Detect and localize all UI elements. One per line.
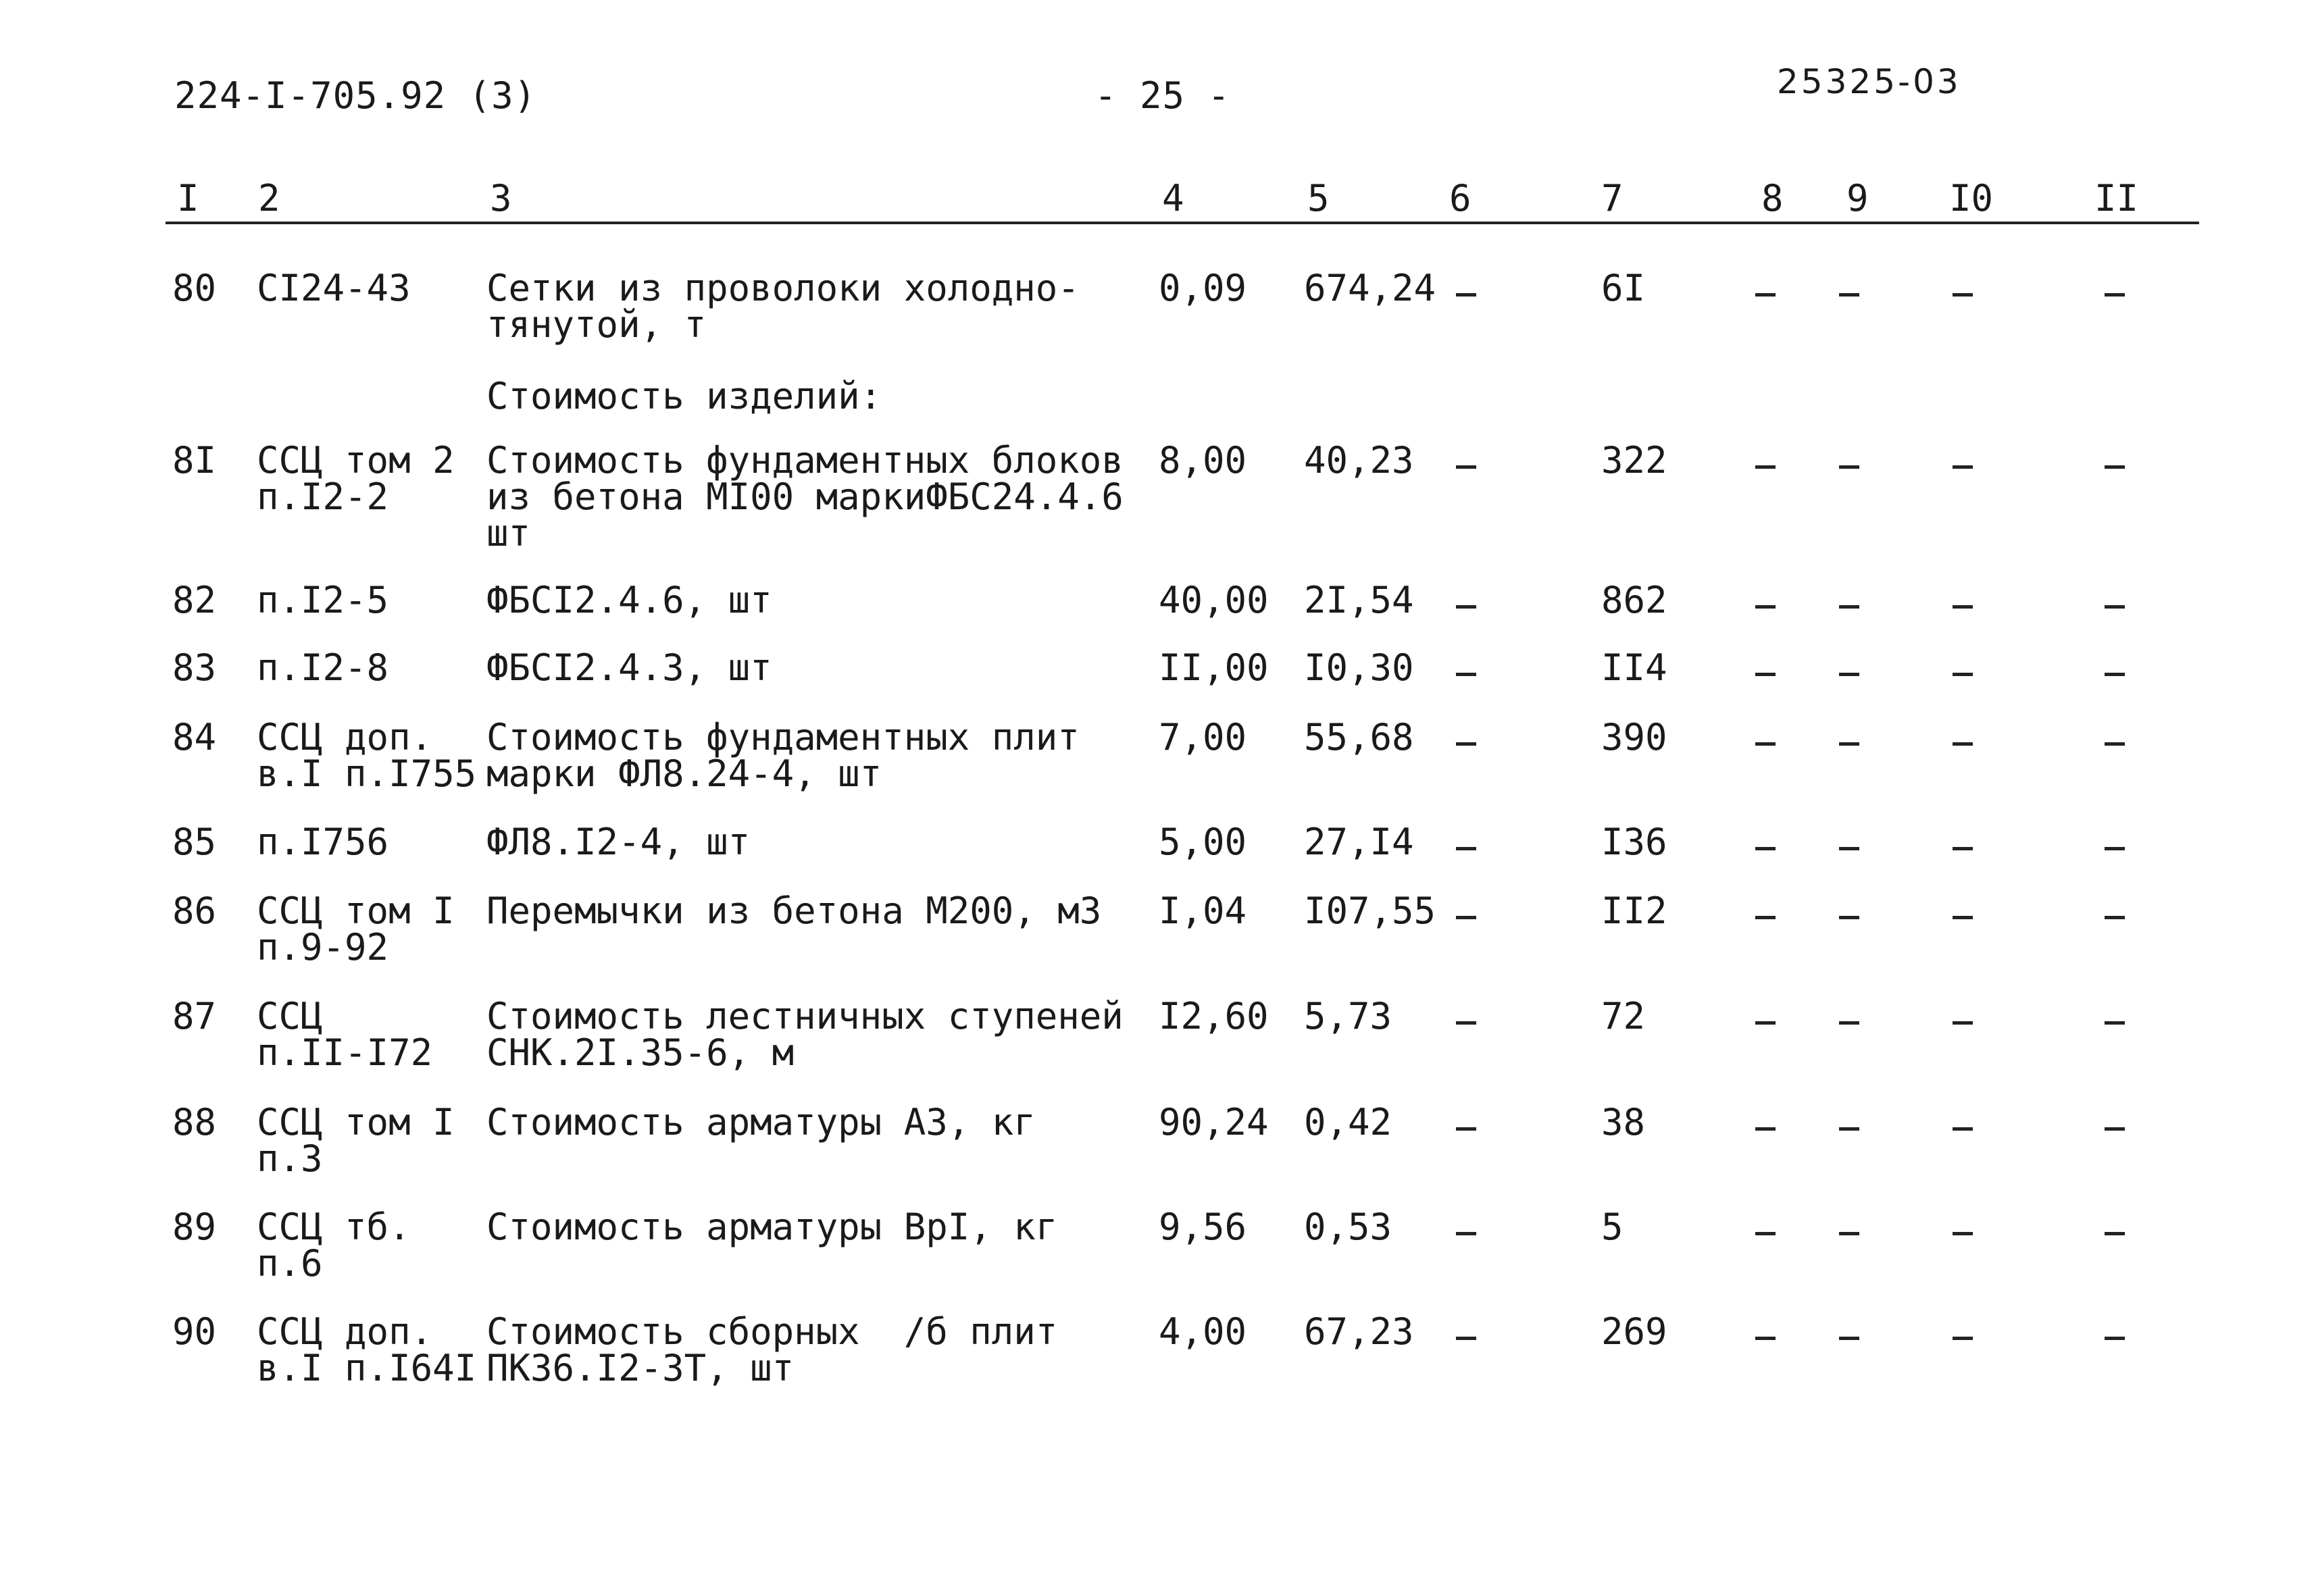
unit-price: 40,23 bbox=[1304, 439, 1414, 482]
row-number: 80 bbox=[172, 267, 217, 309]
item-description: Стоимость изделий: bbox=[486, 375, 882, 417]
empty-value-dash bbox=[1755, 293, 1776, 297]
item-description: ФБСI2.4.6, шт bbox=[486, 579, 772, 621]
quantity: 4,00 bbox=[1159, 1310, 1247, 1353]
total-cost: I36 bbox=[1601, 821, 1667, 863]
column-number-11: II bbox=[2094, 177, 2139, 220]
quantity: 5,00 bbox=[1159, 821, 1247, 863]
unit-price: I07,55 bbox=[1304, 890, 1436, 932]
column-numbers-header bbox=[0, 177, 2314, 224]
empty-value-dash bbox=[1839, 293, 1859, 297]
price-reference: ССЦ том I п.9-92 bbox=[257, 890, 455, 969]
empty-value-dash bbox=[1456, 1021, 1476, 1025]
empty-value-dash bbox=[2105, 605, 2125, 609]
row-number: 85 bbox=[172, 821, 217, 863]
empty-value-dash bbox=[1839, 847, 1859, 850]
empty-value-dash bbox=[1839, 673, 1859, 676]
empty-value-dash bbox=[2105, 1337, 2125, 1340]
unit-price: 674,24 bbox=[1304, 267, 1436, 309]
empty-value-dash bbox=[1456, 465, 1476, 469]
empty-value-dash bbox=[2105, 673, 2125, 676]
header-underline bbox=[166, 222, 2199, 224]
price-reference: ССЦ п.II-I72 bbox=[257, 995, 433, 1074]
row-number: 86 bbox=[172, 890, 217, 932]
price-reference: ССЦ доп. в.I п.I755 bbox=[257, 716, 477, 795]
unit-price: 0,42 bbox=[1304, 1101, 1392, 1143]
empty-value-dash bbox=[1456, 847, 1476, 850]
empty-value-dash bbox=[1755, 1127, 1776, 1131]
empty-value-dash bbox=[1839, 1127, 1859, 1131]
item-description: Стоимость арматуры A3, кг bbox=[486, 1101, 1036, 1143]
empty-value-dash bbox=[2105, 293, 2125, 297]
column-number-4: 4 bbox=[1162, 177, 1184, 220]
total-cost: II4 bbox=[1601, 646, 1667, 689]
empty-value-dash bbox=[1755, 1337, 1776, 1340]
row-number: 88 bbox=[172, 1101, 217, 1143]
total-cost: 38 bbox=[1601, 1101, 1646, 1143]
total-cost: 269 bbox=[1601, 1310, 1667, 1353]
unit-price: 27,I4 bbox=[1304, 821, 1414, 863]
price-reference: ССЦ том I п.3 bbox=[257, 1101, 455, 1180]
row-number: 84 bbox=[172, 716, 217, 758]
unit-price: I0,30 bbox=[1304, 646, 1414, 689]
empty-value-dash bbox=[1456, 605, 1476, 609]
column-number-9: 9 bbox=[1846, 177, 1869, 220]
total-cost: II2 bbox=[1601, 890, 1667, 932]
empty-value-dash bbox=[1839, 1232, 1859, 1235]
row-number: 83 bbox=[172, 646, 217, 689]
empty-value-dash bbox=[1953, 916, 1973, 919]
empty-value-dash bbox=[1755, 742, 1776, 746]
price-reference: ССЦ том 2 п.I2-2 bbox=[257, 439, 455, 518]
empty-value-dash bbox=[1755, 916, 1776, 919]
empty-value-dash bbox=[1755, 1232, 1776, 1235]
item-description: ФЛ8.I2-4, шт bbox=[486, 821, 751, 863]
row-number: 89 bbox=[172, 1206, 217, 1248]
empty-value-dash bbox=[1456, 673, 1476, 676]
empty-value-dash bbox=[1953, 673, 1973, 676]
item-description: Перемычки из бетона M200, м3 bbox=[486, 890, 1102, 932]
empty-value-dash bbox=[1953, 847, 1973, 850]
empty-value-dash bbox=[1456, 1127, 1476, 1131]
empty-value-dash bbox=[1755, 673, 1776, 676]
total-cost: 5 bbox=[1601, 1206, 1624, 1248]
empty-value-dash bbox=[1456, 916, 1476, 919]
row-number: 90 bbox=[172, 1310, 217, 1353]
column-number-1: I bbox=[177, 177, 199, 220]
empty-value-dash bbox=[1953, 742, 1973, 746]
item-description: Стоимость лестничных ступеней СНК.2I.35-6, м bbox=[486, 995, 1124, 1074]
empty-value-dash bbox=[1755, 1021, 1776, 1025]
total-cost: 390 bbox=[1601, 716, 1667, 758]
document-code: 224-I-705.92 (3) bbox=[174, 74, 537, 117]
empty-value-dash bbox=[2105, 1232, 2125, 1235]
item-description: Сетки из проволоки холодно- тянутой, т bbox=[486, 267, 1080, 346]
price-reference: ССЦ тб. п.6 bbox=[257, 1206, 411, 1285]
total-cost: 6I bbox=[1601, 267, 1646, 309]
quantity: I,04 bbox=[1159, 890, 1247, 932]
item-description: Стоимость сборных /б плит ПК36.I2-3Т, шт bbox=[486, 1310, 1058, 1389]
row-number: 82 bbox=[172, 579, 217, 621]
column-number-8: 8 bbox=[1761, 177, 1784, 220]
unit-price: 5,73 bbox=[1304, 995, 1392, 1037]
empty-value-dash bbox=[1839, 742, 1859, 746]
total-cost: 862 bbox=[1601, 579, 1667, 621]
column-number-2: 2 bbox=[258, 177, 280, 220]
empty-value-dash bbox=[1953, 293, 1973, 297]
empty-value-dash bbox=[1456, 293, 1476, 297]
quantity: I2,60 bbox=[1159, 995, 1269, 1037]
total-cost: 72 bbox=[1601, 995, 1646, 1037]
column-number-7: 7 bbox=[1601, 177, 1624, 220]
empty-value-dash bbox=[1839, 1337, 1859, 1340]
column-number-10: I0 bbox=[1949, 177, 1994, 220]
quantity: 8,00 bbox=[1159, 439, 1247, 482]
row-number: 8I bbox=[172, 439, 217, 482]
column-number-5: 5 bbox=[1307, 177, 1330, 220]
empty-value-dash bbox=[1456, 1232, 1476, 1235]
total-cost: 322 bbox=[1601, 439, 1667, 482]
empty-value-dash bbox=[1456, 742, 1476, 746]
unit-price: 0,53 bbox=[1304, 1206, 1392, 1248]
quantity: 9,56 bbox=[1159, 1206, 1247, 1248]
empty-value-dash bbox=[2105, 1127, 2125, 1131]
empty-value-dash bbox=[1456, 1337, 1476, 1340]
empty-value-dash bbox=[1755, 605, 1776, 609]
empty-value-dash bbox=[1953, 605, 1973, 609]
empty-value-dash bbox=[1755, 465, 1776, 469]
empty-value-dash bbox=[1953, 1127, 1973, 1131]
price-reference: п.I2-5 bbox=[257, 579, 389, 621]
quantity: 40,00 bbox=[1159, 579, 1269, 621]
item-description: Стоимость фундаментных плит марки ФЛ8.24-4, шт bbox=[486, 716, 1080, 795]
price-reference: CI24-43 bbox=[257, 267, 411, 309]
row-number: 87 bbox=[172, 995, 217, 1037]
empty-value-dash bbox=[1839, 1021, 1859, 1025]
page-number: - 25 - bbox=[1095, 74, 1231, 117]
price-reference: п.I756 bbox=[257, 821, 389, 863]
price-reference: ССЦ доп. в.I п.I64I bbox=[257, 1310, 477, 1389]
empty-value-dash bbox=[1839, 605, 1859, 609]
empty-value-dash bbox=[1755, 847, 1776, 850]
empty-value-dash bbox=[1953, 1337, 1973, 1340]
empty-value-dash bbox=[2105, 916, 2125, 919]
price-reference: п.I2-8 bbox=[257, 646, 389, 689]
unit-price: 67,23 bbox=[1304, 1310, 1414, 1353]
quantity: II,00 bbox=[1159, 646, 1269, 689]
unit-price: 55,68 bbox=[1304, 716, 1414, 758]
quantity: 0,09 bbox=[1159, 267, 1247, 309]
item-description: Стоимость фундаментных блоков из бетона MI00 маркиФБС24.4.6 шт bbox=[486, 439, 1124, 555]
empty-value-dash bbox=[1953, 1232, 1973, 1235]
empty-value-dash bbox=[1953, 465, 1973, 469]
item-description: ФБСI2.4.3, шт bbox=[486, 646, 772, 689]
unit-price: 2I,54 bbox=[1304, 579, 1414, 621]
empty-value-dash bbox=[1839, 465, 1859, 469]
empty-value-dash bbox=[2105, 1021, 2125, 1025]
quantity: 7,00 bbox=[1159, 716, 1247, 758]
handwritten-stamp: 25325-03 bbox=[1777, 62, 1961, 101]
quantity: 90,24 bbox=[1159, 1101, 1269, 1143]
item-description: Стоимость арматуры BpI, кг bbox=[486, 1206, 1058, 1248]
empty-value-dash bbox=[1953, 1021, 1973, 1025]
empty-value-dash bbox=[1839, 916, 1859, 919]
empty-value-dash bbox=[2105, 465, 2125, 469]
column-number-3: 3 bbox=[490, 177, 512, 220]
empty-value-dash bbox=[2105, 742, 2125, 746]
column-number-6: 6 bbox=[1449, 177, 1472, 220]
empty-value-dash bbox=[2105, 847, 2125, 850]
